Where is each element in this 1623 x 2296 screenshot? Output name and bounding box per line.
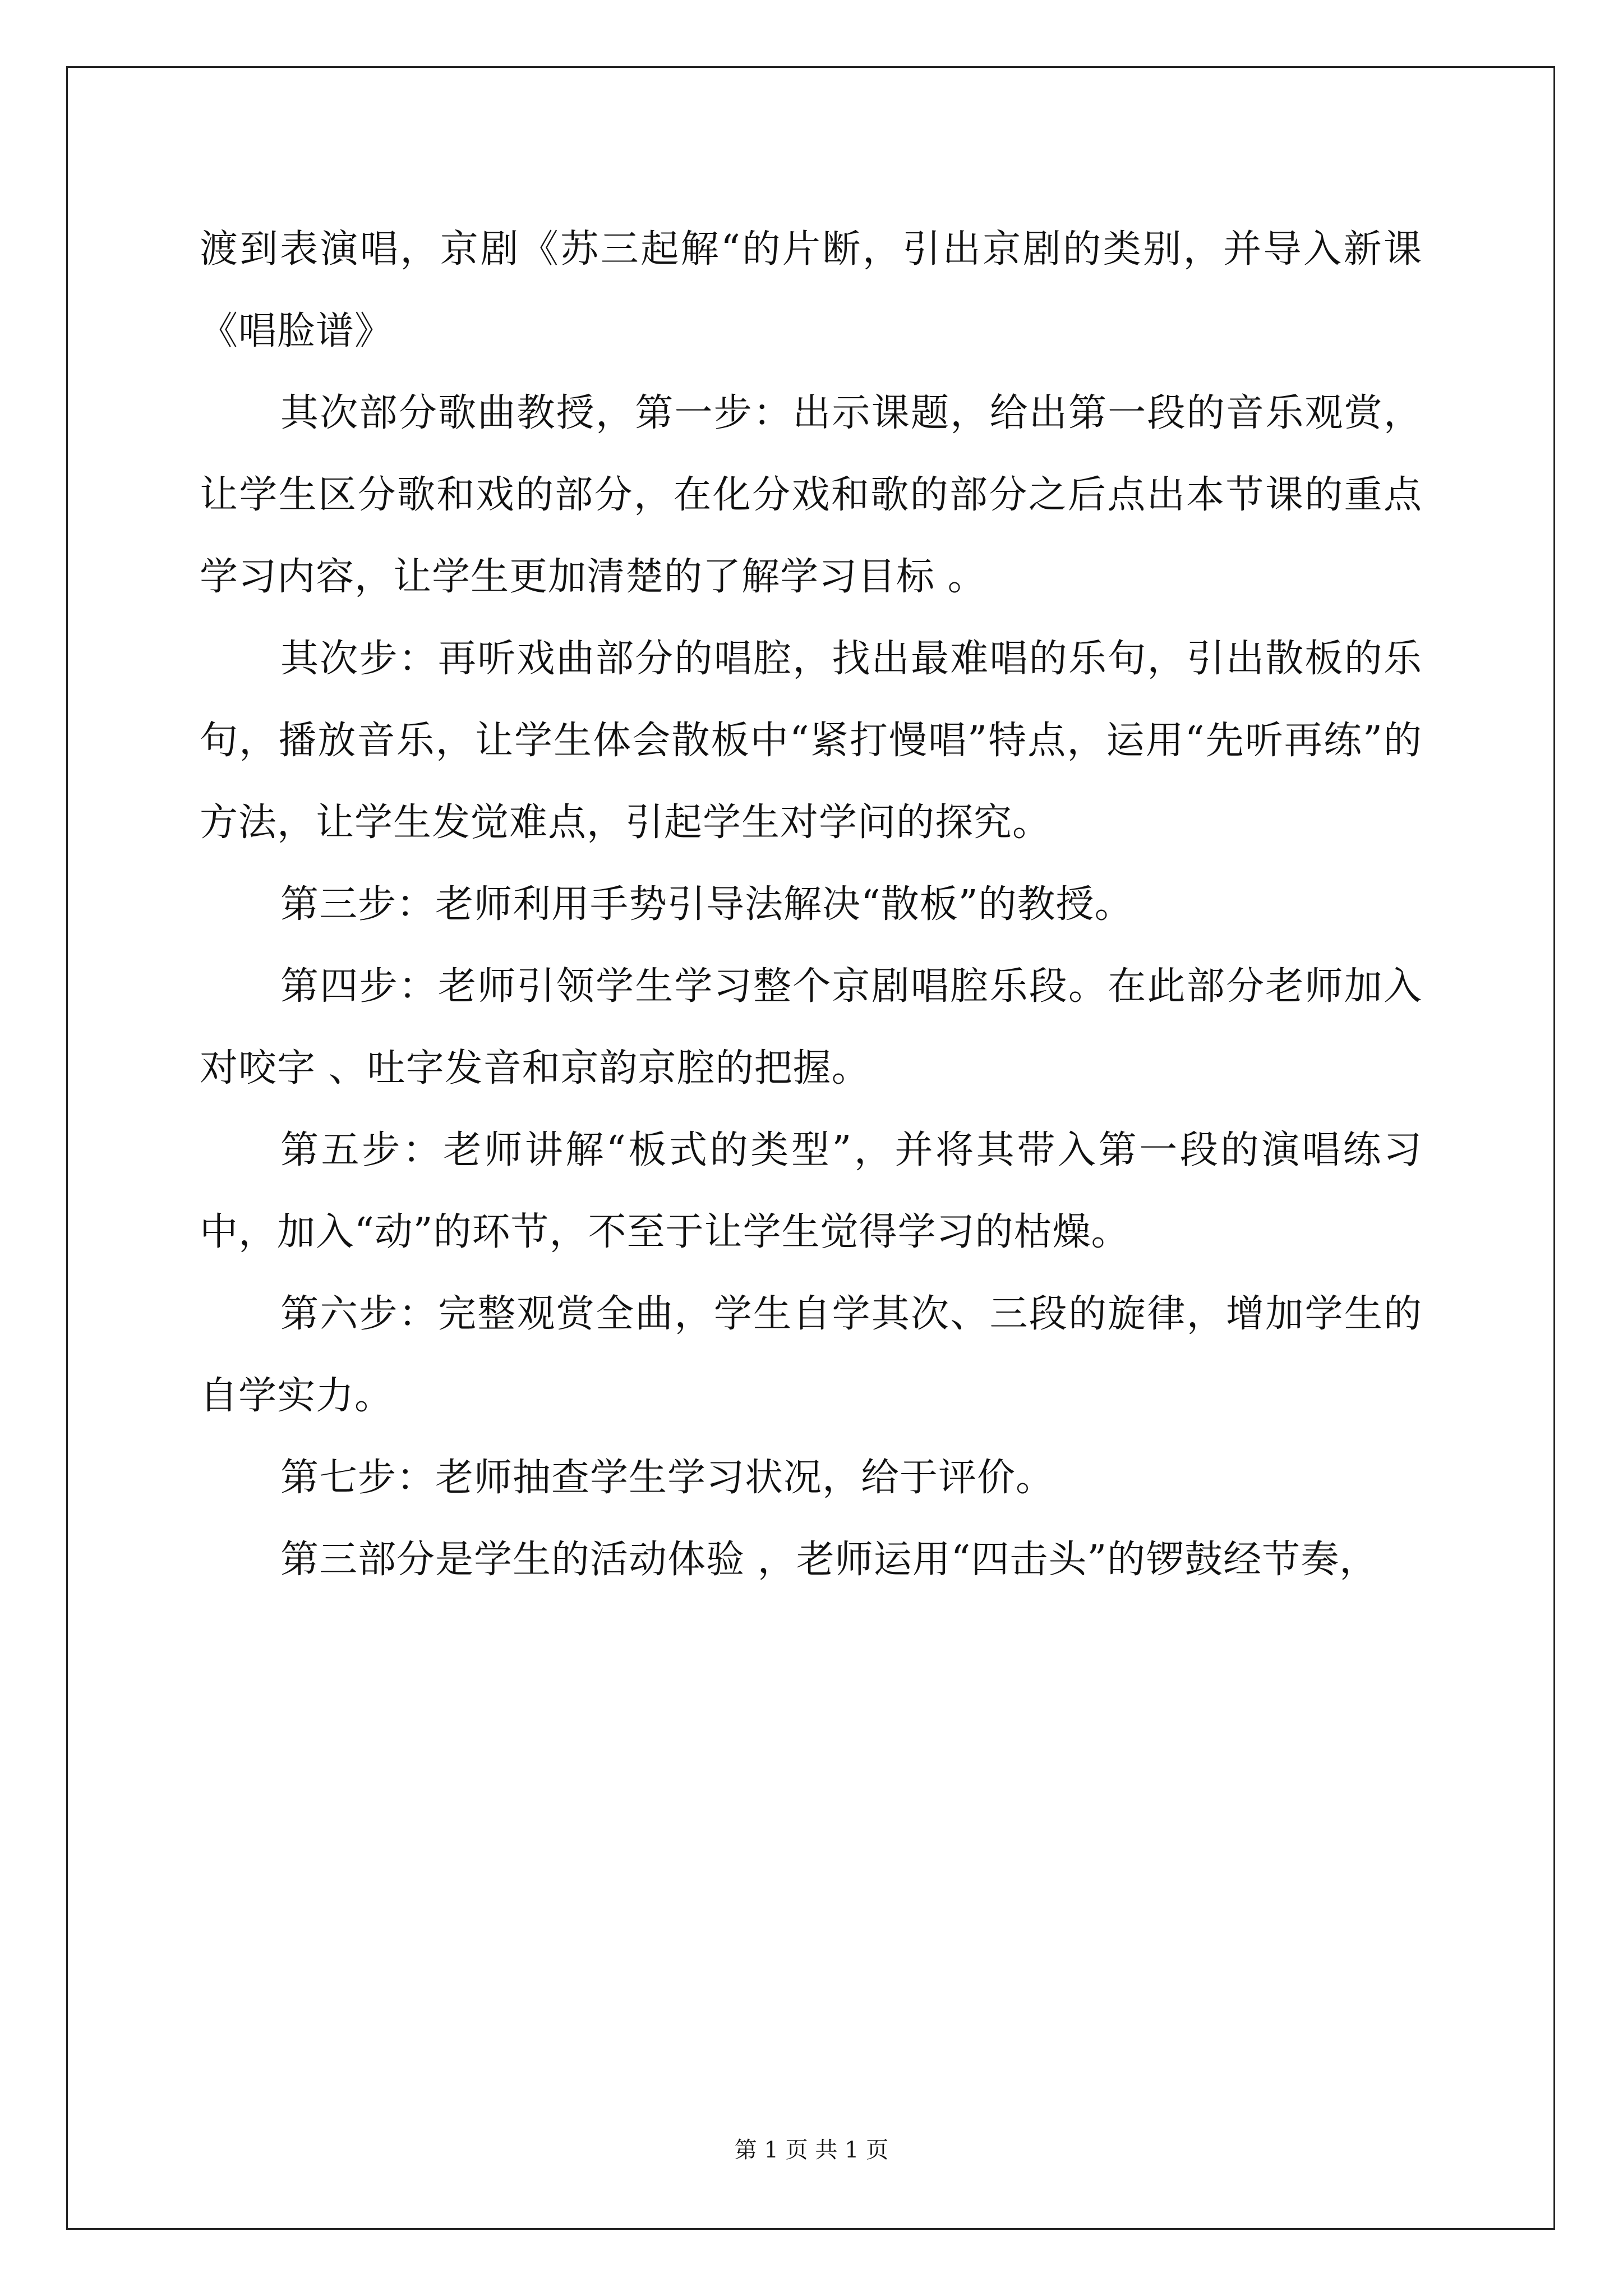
paragraph: 渡到表演唱，京剧《苏三起解“的片断，引出京剧的类别，并导入新课《唱脸谱》 (200, 227, 1422, 353)
paragraph: 第五步：老师讲解“板式的类型”，并将其带入第一段的演唱练习中，加入“动”的环节，不至于让学生觉得学习的枯燥。 (200, 1128, 1422, 1254)
paragraph: 第六步：完整观赏全曲，学生自学其次、三段的旋律，增加学生的自学实力。 (200, 1292, 1422, 1418)
paragraph: 其次部分歌曲教授，第一步：出示课题，给出第一段的音乐观赏，让学生区分歌和戏的部分，在化分戏和歌的部分之后点出本节课的重点学习内容，让学生更加清楚的了解学习目标 。 (200, 391, 1422, 599)
paragraph: 第三部分是学生的活动体验 ，老师运用“四击头”的锣鼓经节奏， (280, 1538, 1378, 1582)
paragraph: 第七步：老师抽查学生学习状况，给于评价。 (280, 1456, 1055, 1500)
paragraph: 其次步：再听戏曲部分的唱腔，找出最难唱的乐句，引出散板的乐句，播放音乐，让学生体会散板中“紧打慢唱”特点，运用“先听再练”的方法，让学生发觉难点，引起学生对学问的探究。 (200, 637, 1422, 845)
paragraph: 第三步：老师利用手势引导法解决“散板”的教授。 (280, 882, 1133, 927)
page-footer: 第 1 页 共 1 页 (734, 2137, 889, 2163)
document-body (200, 209, 1422, 1601)
paragraph: 第四步：老师引领学生学习整个京剧唱腔乐段。在此部分老师加入对咬字 、吐字发音和京韵京腔的把握。 (200, 964, 1422, 1091)
